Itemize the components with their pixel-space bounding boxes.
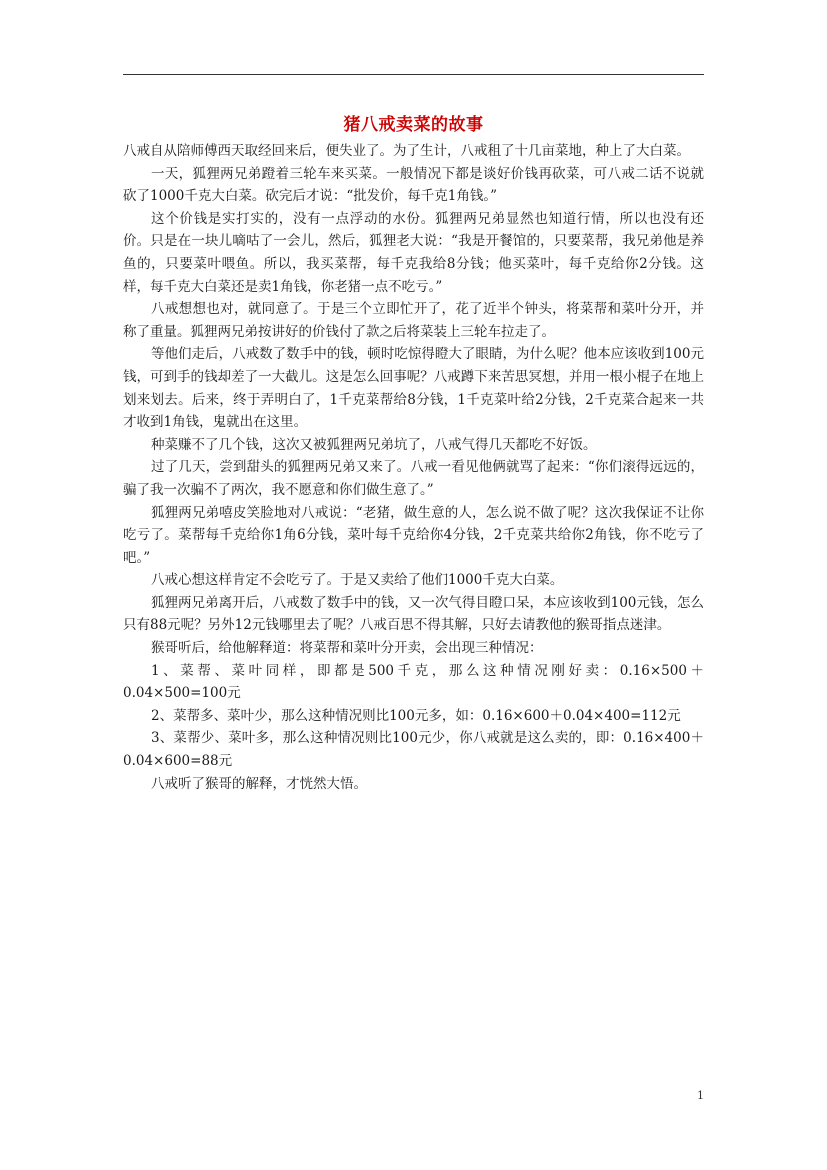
paragraph-1: 八戒自从陪师傅西天取经回来后，便失业了。为了生计，八戒租了十几亩菜地，种上了大白菜。 bbox=[123, 143, 690, 159]
paragraph-2: 一天，狐狸两兄弟蹬着三轮车来买菜。一般情况下都是谈好价钱再砍菜，可八戒二话不说就砍了1000千克大白菜。砍完后才说：“批发价，每千克1角钱。” bbox=[123, 165, 704, 205]
document-body bbox=[123, 140, 704, 795]
paragraph-6: 种菜赚不了几个钱，这次又被狐狸两兄弟坑了，八戒气得几天都吃不好饭。 bbox=[151, 436, 597, 453]
paragraph-10: 狐狸两兄弟离开后，八戒数了数手中的钱，又一次气得目瞪口呆，本应该收到100元钱，怎么只有88元呢？另外12元钱哪里去了呢？八戒百思不得其解，只好去请教他的猴哥指点迷津。 bbox=[123, 594, 704, 634]
paragraph-4: 八戒想想也对，就同意了。于是三个立即忙开了，花了近半个钟头，将菜帮和菜叶分开，并称了重量。狐狸两兄弟按讲好的价钱付了款之后将菜装上三轮车拉走了。 bbox=[123, 301, 704, 340]
paragraph-14: 3、菜帮少、菜叶多，那么这种情况则比100元少，你八戒就是这么卖的，即：0.16×400＋0.04×600=88元 bbox=[123, 730, 704, 770]
paragraph-7: 过了几天，尝到甜头的狐狸两兄弟又来了。八戒一看见他俩就骂了起来：“你们滚得远远的，骗了我一次骗不了两次，我不愿意和你们做生意了。” bbox=[123, 459, 704, 498]
document-title: 猪八戒卖菜的故事 bbox=[343, 115, 484, 135]
paragraph-11: 猴哥听后，给他解释道：将菜帮和菜叶分开卖，会出现三种情况： bbox=[151, 640, 543, 657]
paragraph-3: 这个价钱是实打实的，没有一点浮动的水份。狐狸两兄弟显然也知道行情，所以也没有还价。只是在一块儿嘀咕了一会儿，然后，狐狸老大说：“我是开餐馆的，只要菜帮，我兄弟他是养鱼的，只要菜叶喂鱼。所以，我买菜帮，每千克我给8分钱；他买菜叶，每千克给你2分钱。这样，每千克大白菜还是卖1角钱，你老猪一点不吃亏。” bbox=[123, 210, 704, 295]
page-number: 1 bbox=[697, 1089, 704, 1102]
paragraph-12: 1、菜帮、菜叶同样，即都是500千克，那么这种情况刚好卖：0.16×500＋0.04×500=100元 bbox=[123, 662, 704, 702]
paragraph-8: 狐狸两兄弟嘻皮笑脸地对八戒说：“老猪，做生意的人，怎么说不做了呢？这次我保证不让你吃亏了。菜帮每千克给你1角6分钱，菜叶每千克给你4分钱，2千克菜共给你2角钱，你不吃亏了吧。” bbox=[123, 504, 704, 566]
paragraph-13: 2、菜帮多、菜叶少，那么这种情况则比100元多，如：0.16×600＋0.04×400=112元 bbox=[151, 707, 681, 724]
paragraph-15: 八戒听了猴哥的解释，才恍然大悟。 bbox=[151, 775, 367, 792]
header-rule bbox=[123, 74, 704, 75]
paragraph-5: 等他们走后，八戒数了数手中的钱，顿时吃惊得瞪大了眼睛，为什么呢？他本应该收到100元钱，可到手的钱却差了一大截儿。这是怎么回事呢？八戒蹲下来苦思冥想，并用一根小棍子在地上划来划去。后来，终于弄明白了，1千克菜帮给8分钱，1千克菜叶给2分钱，2千克菜合起来一共才收到1角钱，鬼就出在这里。 bbox=[123, 346, 704, 431]
paragraph-9: 八戒心想这样肯定不会吃亏了。于是又卖给了他们1000千克大白菜。 bbox=[151, 572, 564, 589]
